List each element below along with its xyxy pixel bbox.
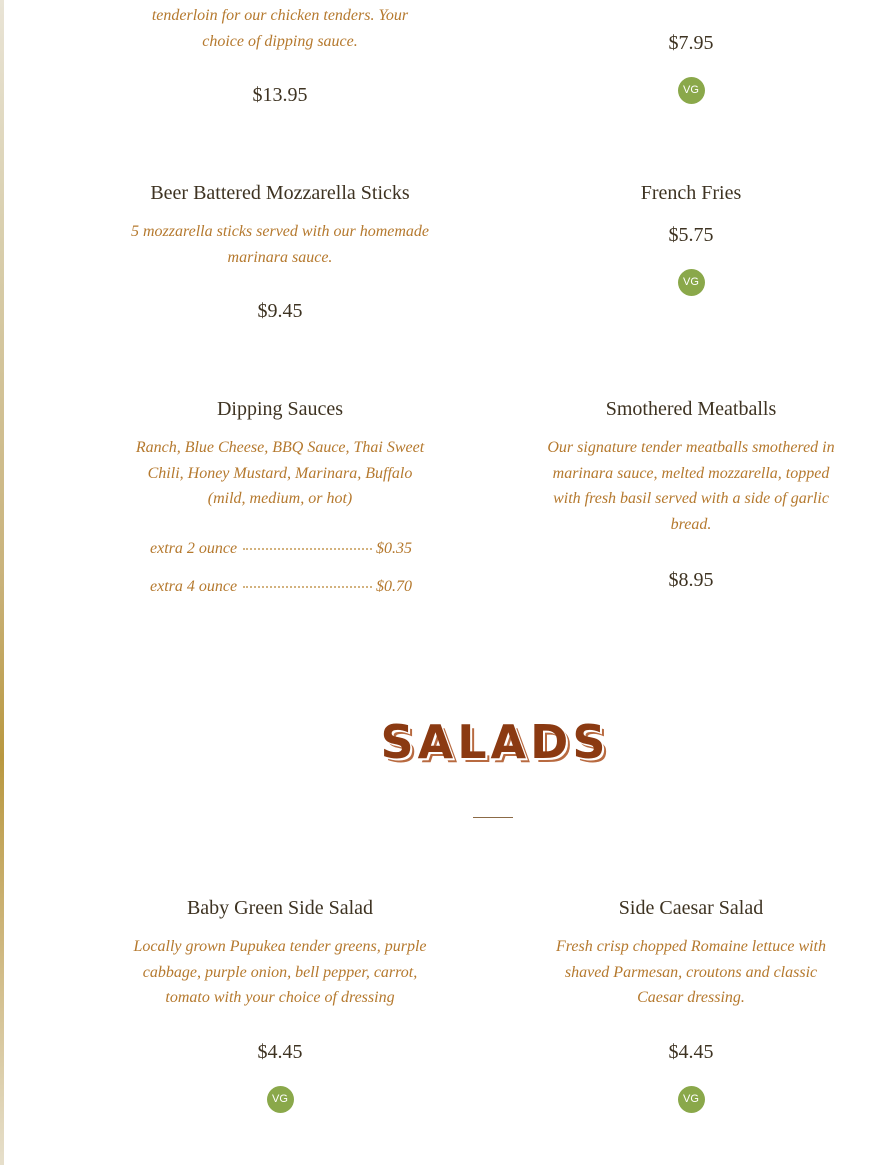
- vegan-badge-icon: VG: [267, 1086, 294, 1113]
- item-price: $4.45: [668, 1041, 714, 1064]
- item-title: French Fries: [640, 182, 742, 204]
- item-title: Beer Battered Mozzarella Sticks: [150, 182, 410, 204]
- page-edge-decoration: [0, 0, 4, 1165]
- item-description: Ranch, Blue Cheese, BBQ Sauce, Thai Sweet Chili, Honey Mustard, Marinara, Buffalo (mild, medium, or hot): [135, 439, 425, 508]
- item-title: Dipping Sauces: [216, 398, 344, 420]
- item-description: tenderloin for our chicken tenders. Your choice of dipping sauce.: [151, 7, 409, 50]
- extra-option-price: $0.35: [376, 540, 412, 557]
- item-title: Smothered Meatballs: [605, 398, 777, 420]
- extra-option-row: [150, 578, 412, 598]
- menu-item-baby-green-salad: [130, 896, 430, 1113]
- menu-item-french-fries: [541, 181, 841, 296]
- item-price: $8.95: [668, 568, 714, 591]
- item-description: Locally grown Pupukea tender greens, purple cabbage, purple onion, bell pepper, carrot, tomato with your choice of dressing: [133, 938, 427, 1007]
- item-price: $9.45: [257, 300, 303, 323]
- vegan-badge-icon: VG: [678, 1086, 705, 1113]
- menu-item-side-caesar-salad: [541, 896, 841, 1113]
- item-price: $5.75: [668, 224, 714, 246]
- menu-item-smothered-meatballs: [541, 397, 841, 592]
- extra-option-row: [150, 540, 412, 560]
- section-divider: [473, 817, 513, 818]
- extra-option-label: extra 2 ounce: [150, 540, 238, 557]
- vegan-badge-icon: VG: [678, 269, 705, 296]
- vegan-badge-icon: VG: [678, 77, 705, 104]
- menu-item-mozzarella-sticks: [130, 181, 430, 323]
- menu-item-chicken-tenders: [130, 3, 430, 107]
- menu-item-top-right: [541, 31, 841, 104]
- item-description: Fresh crisp chopped Romaine lettuce with shaved Parmesan, croutons and classic Caesar dressing.: [555, 938, 826, 1007]
- item-price: $7.95: [668, 32, 714, 54]
- dot-leader: [243, 548, 372, 550]
- extra-option-label: extra 4 ounce: [150, 578, 238, 595]
- item-price: $13.95: [252, 84, 308, 107]
- extra-option-price: $0.70: [376, 578, 412, 595]
- item-description: Our signature tender meatballs smothered in marinara sauce, melted mozzarella, topped with fresh basil served with a side of garlic bread.: [547, 439, 835, 534]
- item-title: Baby Green Side Salad: [186, 897, 374, 919]
- item-title: Side Caesar Salad: [618, 897, 764, 919]
- dot-leader: [243, 586, 372, 588]
- menu-item-dipping-sauces: [130, 397, 430, 512]
- item-description: 5 mozzarella sticks served with our homemade marinara sauce.: [130, 223, 430, 266]
- section-title-salads: SALADS: [380, 715, 610, 769]
- item-price: $4.45: [257, 1041, 303, 1064]
